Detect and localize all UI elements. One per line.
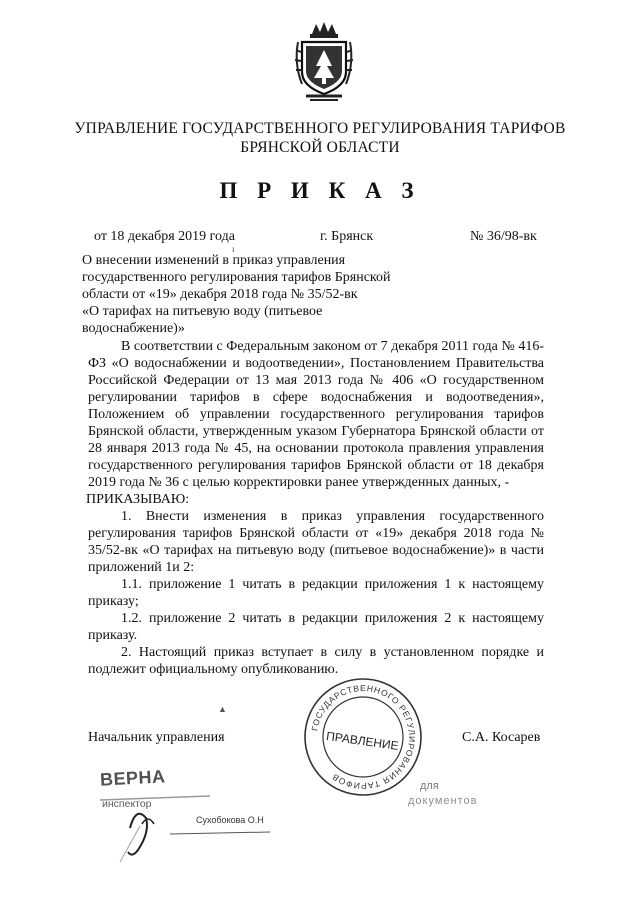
subject-line: государственного регулирования тарифов Брянской — [82, 270, 391, 285]
copy-stamp-label: ВЕРНА — [99, 766, 166, 790]
scan-mark: ▲ — [218, 704, 227, 714]
copy-stamp-name: Сухобокова О.Н — [196, 815, 264, 825]
stamp-text-right: для — [420, 780, 439, 792]
stamp-text-right: документов — [408, 795, 478, 807]
document-number: № 36/98-вк — [470, 229, 537, 244]
organization-name-line1: УПРАВЛЕНИЕ ГОСУДАРСТВЕННОГО РЕГУЛИРОВАНИЯ ТАРИФОВ — [74, 120, 566, 137]
coat-of-arms-emblem — [292, 20, 356, 104]
document-date: от 18 декабря 2019 года — [94, 229, 235, 244]
seal-center-text: ПРАВЛЕНИЕ — [325, 728, 400, 753]
preamble-paragraph: В соответствии с Федеральным законом от 7 декабря 2011 года № 416-ФЗ «О водоснабжении и водоотведении», Постановлением Правительства Российской Федерации от 13 мая 2013 года № 406 «О государственном регулировании тарифов в сфере водоснабжения и водоотведения», Положением об управлении государственного регулирования тарифов Брянской области, утвержденным указом Губернатора Брянской области от 28 января 2013 года № 45, на основании протокола правления управления государственного регулирования тарифов Брянской области от 18 декабря 2019 года № 36 с целью корректировки ранее утвержденных данных, - — [88, 339, 544, 490]
copy-stamp-role: инспектор — [102, 798, 152, 810]
document-city: г. Брянск — [320, 229, 374, 244]
document-title: П Р И К А З — [219, 178, 421, 203]
organization-name-line2: БРЯНСКОЙ ОБЛАСТИ — [240, 139, 400, 156]
official-seal — [302, 676, 424, 798]
subject-line: «О тарифах на питьевую воду (питьевое — [82, 304, 323, 319]
order-word: ПРИКАЗЫВАЮ: — [86, 492, 190, 507]
order-item-1-2: 1.2. приложение 2 читать в редакции приложения 2 к настоящему приказу. — [88, 611, 544, 643]
order-item-2: 2. Настоящий приказ вступает в силу в установленном порядке и подлежит официальному опубликованию. — [88, 645, 544, 677]
order-body — [88, 338, 544, 678]
order-item-1: 1. Внести изменения в приказ управления государственного регулирования тарифов Брянской области от «19» декабря 2018 года № 35/52-вк «О тарифах на питьевую воду (питьевое водоснабжение)» в части приложений 1и 2: — [88, 509, 544, 575]
subject-line: области от «19» декабря 2018 года № 35/52-вк — [82, 287, 358, 302]
scan-mark: ı — [232, 244, 235, 254]
order-item-1-1: 1.1. приложение 1 читать в редакции приложения 1 к настоящему приказу; — [88, 577, 544, 609]
subject-line: водоснабжение)» — [82, 321, 185, 336]
subject-line: О внесении изменений в приказ управления — [82, 253, 346, 268]
signatory-title: Начальник управления — [88, 730, 225, 745]
seal-ring-text: ГОСУДАРСТВЕННОГО РЕГУЛИРОВАНИЯ ТАРИФОВ — [309, 682, 418, 792]
signatory-name: С.А. Косарев — [462, 730, 541, 745]
